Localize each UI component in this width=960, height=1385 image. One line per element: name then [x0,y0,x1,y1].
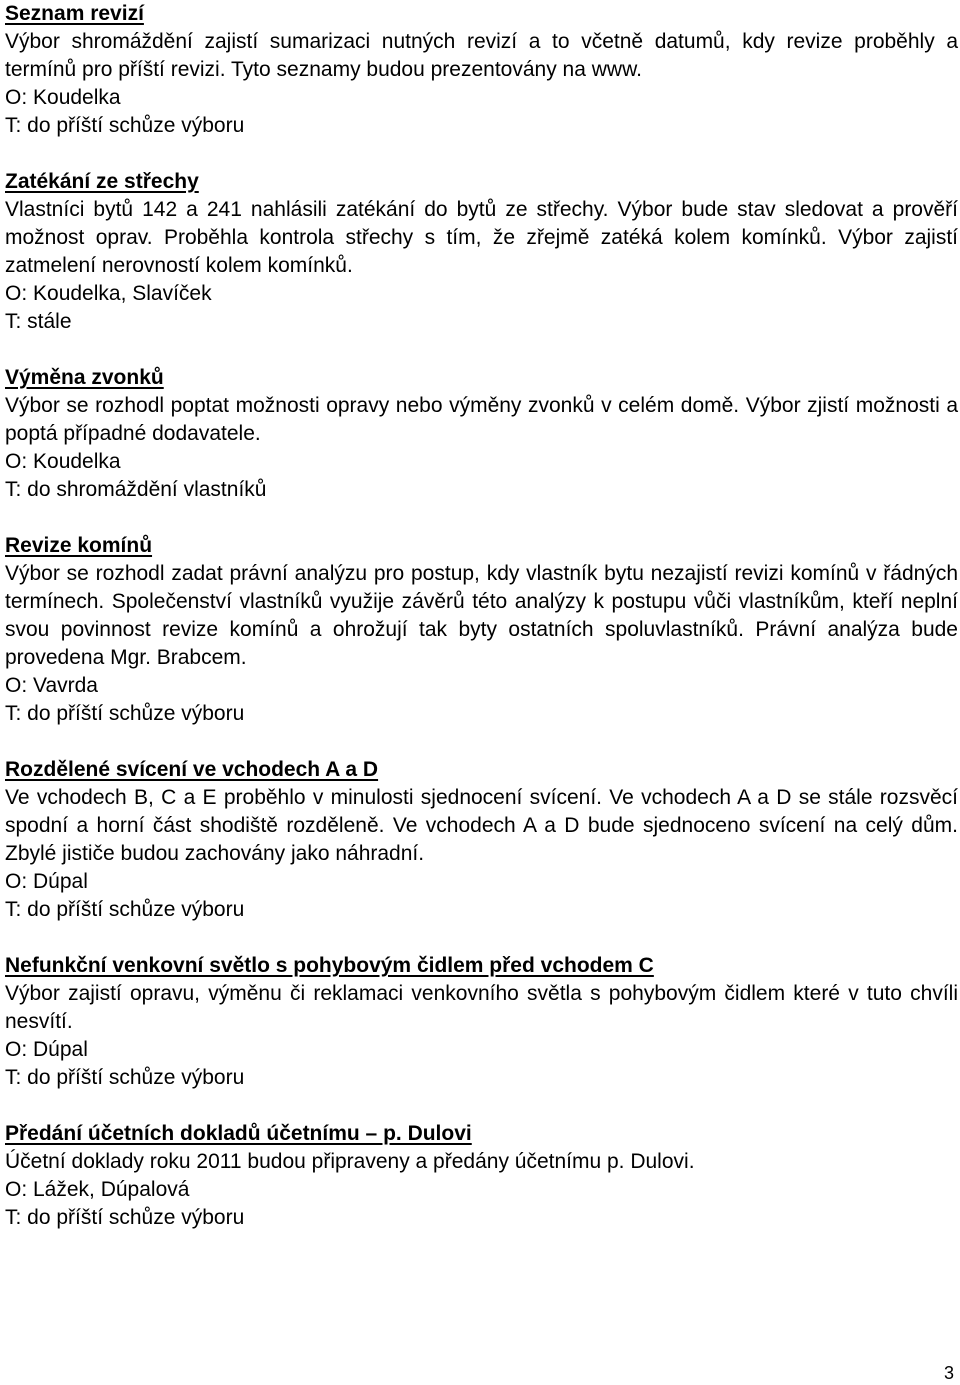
section-heading: Výměna zvonků [5,366,164,389]
responsible-person: O: Dúpal [5,1038,88,1061]
responsible-person: O: Koudelka [5,450,121,473]
section-predani-dokladu [5,1120,958,1232]
responsible-person: O: Koudelka [5,86,121,109]
deadline: T: do příští schůze výboru [5,898,245,921]
responsible-person: O: Vavrda [5,674,98,697]
section-heading: Předání účetních dokladů účetnímu – p. Dulovi [5,1122,472,1145]
section-body: Výbor shromáždění zajistí sumarizaci nutných revizí a to včetně datumů, kdy revize proběhly a termínů pro příští revizi. Tyto seznamy budou prezentovány na www. [5,30,958,81]
section-body: Výbor se rozhodl poptat možnosti opravy nebo výměny zvonků v celém domě. Výbor zjistí možnosti a poptá případné dodavatele. [5,394,958,445]
section-vymena-zvonku [5,364,958,504]
responsible-person: O: Koudelka, Slavíček [5,282,212,305]
section-body: Výbor se rozhodl zadat právní analýzu pro postup, kdy vlastník bytu nezajistí revizi komínů v řádných termínech. Společenství vlastníků využije závěrů této analýzy k postupu vůči vlastníkům, kteří neplní svou povinnost revize komínů a ohrožují tak byty ostatních spoluvlastníků. Právní analýza bude provedena Mgr. Brabcem. [5,562,958,669]
deadline: T: do příští schůze výboru [5,114,245,137]
section-revize-kominu [5,532,958,728]
deadline: T: do příští schůze výboru [5,702,245,725]
responsible-person: O: Dúpal [5,870,88,893]
section-body: Účetní doklady roku 2011 budou připraveny a předány účetnímu p. Dulovi. [5,1150,695,1173]
section-body: Ve vchodech B, C a E proběhlo v minulosti sjednocení svícení. Ve vchodech A a D se stále rozsvěcí spodní a horní část shodiště rozděleně. Ve vchodech A a D bude sjednoceno svícení na celý dům. Zbylé jističe budou zachovány jako náhradní. [5,786,958,865]
document-page [5,0,958,1260]
section-heading: Rozdělené svícení ve vchodech A a D [5,758,379,781]
section-heading: Zatékání ze střechy [5,170,199,193]
deadline: T: do shromáždění vlastníků [5,478,267,501]
section-heading: Revize komínů [5,534,153,557]
section-heading: Nefunkční venkovní světlo s pohybovým čidlem před vchodem C [5,954,654,977]
section-zatekani-ze-strechy [5,168,958,336]
deadline: T: stále [5,310,72,333]
section-nefunkcni-svetlo [5,952,958,1092]
deadline: T: do příští schůze výboru [5,1066,245,1089]
section-body: Vlastníci bytů 142 a 241 nahlásili zatékání do bytů ze střechy. Výbor bude stav sledovat a prověří možnost oprav. Proběhla kontrola střechy s tím, že zřejmě zatéká kolem komínků. Výbor zajistí zatmelení nerovností kolem komínků. [5,198,958,277]
section-body: Výbor zajistí opravu, výměnu či reklamaci venkovního světla s pohybovým čidlem které v tuto chvíli nesvítí. [5,982,958,1033]
section-rozdelene-sviceni [5,756,958,924]
responsible-person: O: Lážek, Dúpalová [5,1178,190,1201]
deadline: T: do příští schůze výboru [5,1206,245,1229]
section-heading: Seznam revizí [5,2,144,25]
section-seznam-revizi [5,0,958,140]
page-number: 3 [943,1363,954,1383]
